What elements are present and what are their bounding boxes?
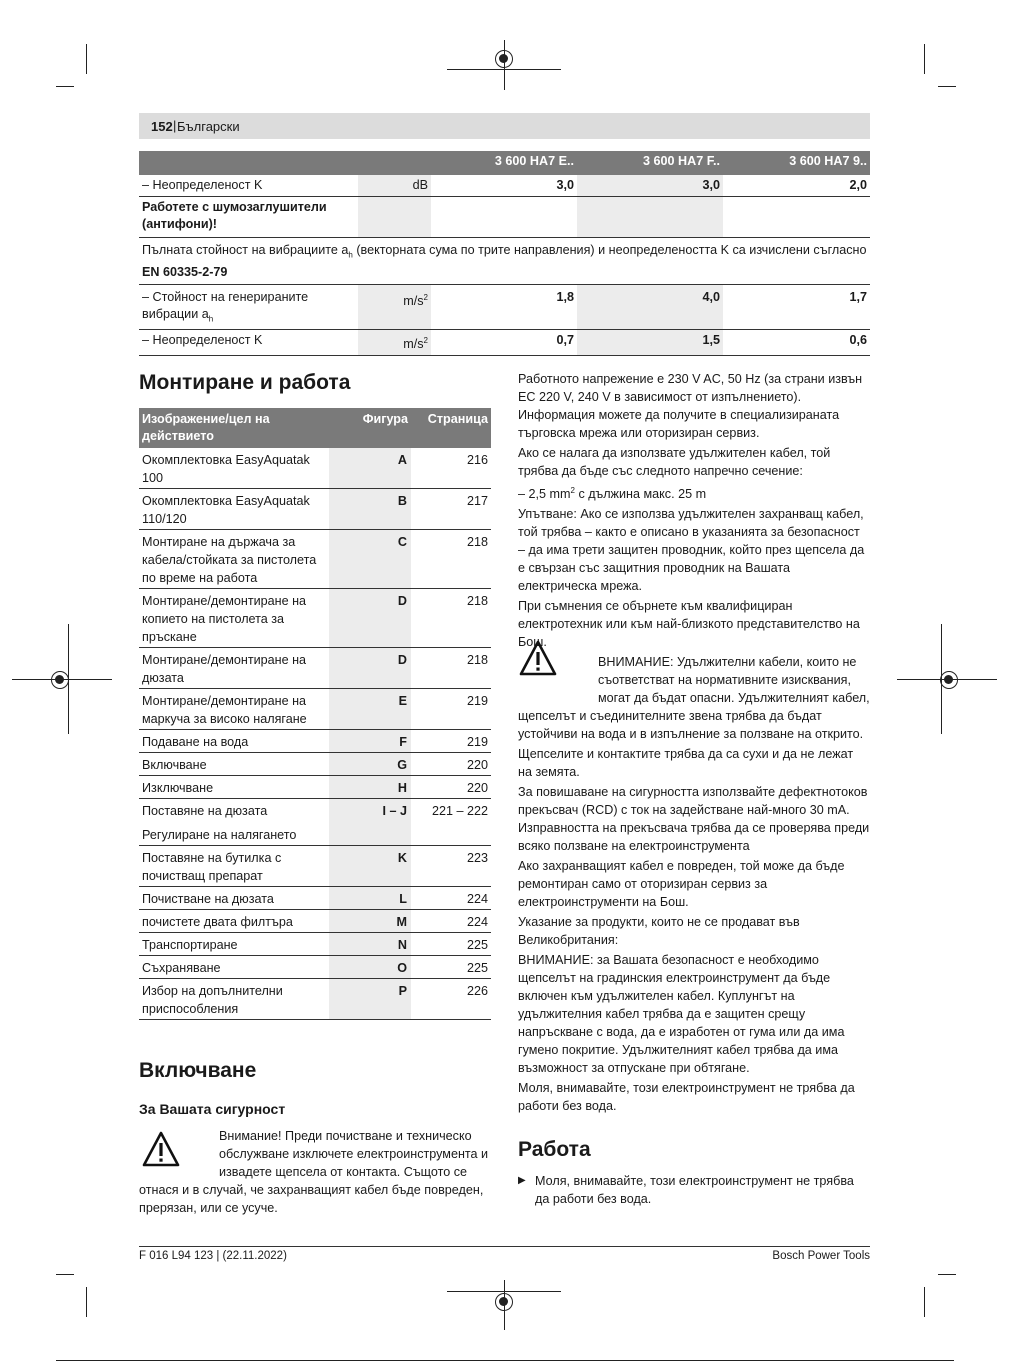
crop-mark <box>924 44 925 74</box>
table-row <box>139 448 491 489</box>
row-figure: C <box>329 530 411 589</box>
crop-mark <box>56 1274 74 1275</box>
paragraph: При съмнения се обърнете към квалифициран електротехник или към най-близкото представителство на Бош. <box>518 599 860 650</box>
spec-column-header: 3 600 HA7 F.. <box>577 151 723 175</box>
spec-row-label: – Стойност на генерираните вибрации $a_h$ <box>139 284 358 330</box>
row-page: 221 – 222 <box>411 799 491 846</box>
spec-row-label: – Неопределеност K <box>139 330 358 356</box>
crop-mark <box>938 86 956 87</box>
spec-unit: $m/s^2$ <box>358 284 431 330</box>
table-row <box>139 799 491 846</box>
table-row <box>139 589 491 648</box>
paragraph: Ако се налага да използвате удължителен кабел, той трябва да бъде със следното напречно сечение: <box>518 446 831 478</box>
row-label: Включване <box>139 753 329 776</box>
spec-value: 1,5 <box>577 330 723 356</box>
mounting-table <box>139 408 491 1020</box>
footer-rule <box>139 1246 870 1247</box>
table-row <box>139 648 491 689</box>
crop-mark <box>924 1287 925 1317</box>
paragraph: Ако захранващият кабел е повреден, той може да бъде ремонтиран само от оторизиран сервиз за електроинструменти на Бош. <box>518 859 845 910</box>
row-page: 225 <box>411 933 491 956</box>
mounting-column-header: Страница <box>411 408 491 448</box>
row-figure: A <box>329 448 411 489</box>
spec-value: 1,8 <box>431 284 577 330</box>
table-row <box>139 689 491 730</box>
row-label: Транспортиране <box>139 933 329 956</box>
crop-mark <box>86 1287 87 1317</box>
row-label: почистете двата филтъра <box>139 910 329 933</box>
paragraph: Работното напрежение е 230 V AC, 50 Hz (за страни извън ЕС 220 V, 240 V в зависимост от изпълнението). Информация можете да получите в специализираната търговска мрежа или оторизиран сервиз. <box>518 372 863 440</box>
row-figure: M <box>329 910 411 933</box>
spec-row <box>139 175 870 197</box>
row-figure: O <box>329 956 411 979</box>
row-page: 218 <box>411 589 491 648</box>
operation-bullet-text: Моля, внимавайте, този електроинструмент не трябва да работи без вода. <box>535 1174 854 1206</box>
row-label: Изключване <box>139 776 329 799</box>
row-figure: P <box>329 979 411 1020</box>
footer-brand: Bosch Power Tools <box>772 1250 870 1262</box>
paragraph: Щепселите и контактите трябва да са сухи и да не лежат на земята. <box>518 747 854 780</box>
paragraph: – 2,5 $mm^2$ с дължина макс. 25 m <box>518 486 707 502</box>
page-language: Български <box>177 119 240 134</box>
row-label: Монтиране/демонтиране на копието на пистолета за пръскане <box>139 589 329 648</box>
row-label: Окомплектовка EasyAquatak 100 <box>139 448 329 489</box>
row-figure: N <box>329 933 411 956</box>
spec-row-label: Работете с шумозаглушители (антифони)! <box>139 197 358 238</box>
row-page: 224 <box>411 910 491 933</box>
crop-mark <box>86 44 87 74</box>
row-label: Съхраняване <box>139 956 329 979</box>
table-row <box>139 979 491 1020</box>
spec-column-header: 3 600 HA7 9.. <box>723 151 870 175</box>
row-label: Монтиране/демонтиране на дюзата <box>139 648 329 689</box>
spec-row <box>139 197 870 238</box>
table-row <box>139 910 491 933</box>
row-page: 220 <box>411 776 491 799</box>
spec-value: 2,0 <box>723 175 870 197</box>
row-page: 220 <box>411 753 491 776</box>
row-figure: K <box>329 846 411 887</box>
spec-value: 3,0 <box>431 175 577 197</box>
row-page: 216 <box>411 448 491 489</box>
row-label: Почистване на дюзата <box>139 887 329 910</box>
row-page: 225 <box>411 956 491 979</box>
extension-cable-warning <box>518 653 870 743</box>
row-page: 218 <box>411 530 491 589</box>
paragraph: Указание за продукти, които не се продават във Великобритания: <box>518 915 800 948</box>
spec-row-label: – Неопределеност K <box>139 175 358 197</box>
row-label: Монтиране на държача за кабела/стойката за пистолета по време на работа <box>139 530 329 589</box>
extension-cable-warning-text: ВНИМАНИЕ: Удължителни кабели, които не съответстват на нормативните изисквания, могат да бъдат опасни. Удължителният кабел, щепселът и съединителните звена трябва да бъдат устойчиви на вода и в изпълнение за ползване на открито. <box>518 655 870 742</box>
spec-table <box>139 151 870 356</box>
row-figure: E <box>329 689 411 730</box>
row-figure: B <box>329 489 411 530</box>
registration-mark-icon <box>940 671 958 689</box>
spec-unit: dB <box>358 175 431 197</box>
registration-mark-icon <box>495 1293 513 1311</box>
table-row <box>139 933 491 956</box>
paragraph: Упътване: Ако се използва удължителен захранващ кабел, той трябва – както е описано в указанията за безопасност – да има трети защитен проводник, който през щепсела да е свързан със защитния проводник на Вашата електрическа мрежа. <box>518 507 865 594</box>
table-row <box>139 530 491 589</box>
right-column <box>518 370 870 1117</box>
row-page: 224 <box>411 887 491 910</box>
registration-mark-icon <box>51 671 69 689</box>
crop-mark <box>56 86 74 87</box>
row-page: 219 <box>411 730 491 753</box>
spec-header-row <box>139 151 870 175</box>
spec-note: Пълната стойност на вибрациите $a_h$ (векторната сума по трите направления) и неопределеността K са изчислени съгласно EN 60335-2-79 <box>139 238 870 285</box>
header-separator: | <box>173 118 177 133</box>
mounting-column-header: Фигура <box>329 408 411 448</box>
row-label: Поставяне на дюзата Регулиране на налягането <box>139 799 329 846</box>
row-page: 218 <box>411 648 491 689</box>
row-label: Поставяне на бутилка с почистващ препарат <box>139 846 329 887</box>
row-label: Избор на допълнителни приспособления <box>139 979 329 1020</box>
spec-unit: $m/s^2$ <box>358 330 431 356</box>
spec-value: 4,0 <box>577 284 723 330</box>
table-row <box>139 956 491 979</box>
safety-warning <box>139 1127 491 1217</box>
spec-column-header: 3 600 HA7 E.. <box>431 151 577 175</box>
subsection-title-safety: За Вашата сигурност <box>139 1101 286 1117</box>
spec-row <box>139 284 870 330</box>
paragraph: Моля, внимавайте, този електроинструмент не трябва да работи без вода. <box>518 1081 855 1114</box>
row-label: Монтиране/демонтиране на маркуча за високо налягане <box>139 689 329 730</box>
table-row <box>139 730 491 753</box>
spec-note-row <box>139 238 870 285</box>
paragraph: ВНИМАНИЕ: за Вашата безопасност е необходимо щепселът на градинския електроинструмент да бъде включен към удължителен кабел. Куплунгът на удължителния кабел трябва да е защитен срещу напръскване с вода, да е изработен от гума или да има гумено покритие. Удължителният кабел трябва да има възможност за отпускане при обтягане. <box>518 953 845 1076</box>
section-title-mounting: Монтиране и работа <box>139 371 351 394</box>
bullet-arrow-icon: ▶ <box>518 1175 526 1186</box>
row-page: 217 <box>411 489 491 530</box>
operation-bullet <box>518 1172 870 1208</box>
row-figure: H <box>329 776 411 799</box>
table-row <box>139 846 491 887</box>
row-figure: D <box>329 589 411 648</box>
row-figure: L <box>329 887 411 910</box>
row-page: 226 <box>411 979 491 1020</box>
mounting-header-row <box>139 408 491 448</box>
mounting-column-header: Изображение/цел на действието <box>139 408 329 448</box>
table-row <box>139 887 491 910</box>
section-title-operation: Работа <box>518 1138 591 1161</box>
page-number: 152 <box>151 119 173 134</box>
spec-value: 0,7 <box>431 330 577 356</box>
spec-value: 0,6 <box>723 330 870 356</box>
spec-value: 3,0 <box>577 175 723 197</box>
row-page: 223 <box>411 846 491 887</box>
table-row <box>139 776 491 799</box>
section-title-switching-on: Включване <box>139 1059 257 1082</box>
registration-mark-icon <box>495 50 513 68</box>
table-row <box>139 753 491 776</box>
footer-doc-id: F 016 L94 123 | (22.11.2022) <box>139 1250 287 1262</box>
spec-value: 1,7 <box>723 284 870 330</box>
row-label: Окомплектовка EasyAquatak 110/120 <box>139 489 329 530</box>
page-header <box>139 113 870 139</box>
row-figure: I – J <box>329 799 411 846</box>
row-figure: D <box>329 648 411 689</box>
safety-warning-text: Внимание! Преди почистване и техническо обслужване изключете електроинструмента и извадете щепсела от контакта. Същото се отнася и в случай, че захранващият кабел бъде повреден, прерязан, или се усуче. <box>139 1129 489 1215</box>
row-figure: G <box>329 753 411 776</box>
row-page: 219 <box>411 689 491 730</box>
warning-triangle-icon <box>518 639 558 677</box>
table-row <box>139 489 491 530</box>
row-figure: F <box>329 730 411 753</box>
paragraph: За повишаване на сигурността използвайте дефектнотоков прекъсвач (RCD) с ток на задействане най-много 30 mA. Изправността на прекъсвача трябва да се проверява преди всяко ползване на електроинструмента <box>518 785 870 854</box>
crop-mark <box>938 1274 956 1275</box>
row-label: Подаване на вода <box>139 730 329 753</box>
spec-row <box>139 330 870 356</box>
